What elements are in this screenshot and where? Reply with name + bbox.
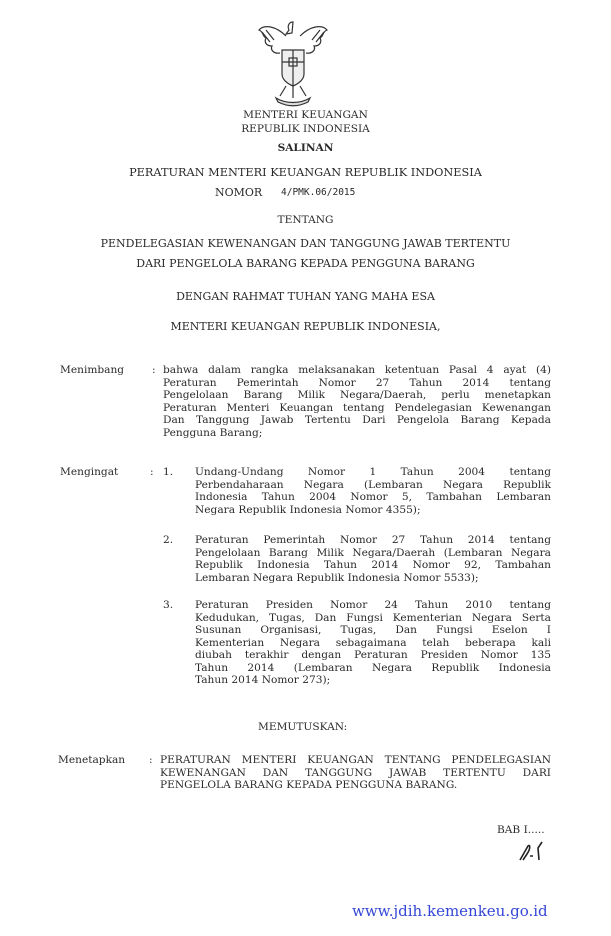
subject-line-2: DARI PENGELOLA BARANG KEPADA PENGGUNA BARANG xyxy=(136,257,475,270)
text-line: Dan Tanggung Jawab Tertentu Dari Pengelola Barang Kepada xyxy=(163,414,551,426)
next-page-label: BAB I..... xyxy=(497,824,545,836)
text-line: Tahun 2014 Nomor 273); xyxy=(195,674,331,686)
text-line: KEWENANGAN DAN TANGGUNG JAWAB TERTENTU DARI xyxy=(160,766,551,779)
invocation: DENGAN RAHMAT TUHAN YANG MAHA ESA xyxy=(176,290,435,303)
text-line: Kementerian Negara sebagaimana telah beberapa kali xyxy=(195,636,551,649)
text-line: Peraturan Presiden Nomor 24 Tahun 2010 tentang xyxy=(195,599,551,611)
menetapkan-text xyxy=(160,754,551,792)
number-label: NOMOR xyxy=(215,186,263,199)
mengingat-item-2 xyxy=(195,534,551,584)
text-line: Pengelolaan Barang Milik Negara/Daerah, perlu menetapkan xyxy=(163,389,551,401)
text-line: diubah terakhir dengan Peraturan Presiden Nomor 135 xyxy=(195,649,551,661)
ministry-line-1: MENTERI KEUANGAN xyxy=(243,109,368,121)
regulation-title: PERATURAN MENTERI KEUANGAN REPUBLIK INDONESIA xyxy=(129,166,482,179)
text-line: Susunan Organisasi, Tugas, Dan Fungsi Eselon I xyxy=(195,624,551,636)
text-line: Republik Indonesia Tahun 2014 Nomor 92, Tambahan xyxy=(195,559,551,571)
item-number-1: 1. xyxy=(163,466,174,478)
mengingat-label: Mengingat xyxy=(60,466,119,478)
garuda-emblem-icon xyxy=(256,16,330,108)
text-line: Kedudukan, Tugas, Dan Fungsi Kementerian Negara Serta xyxy=(195,611,551,624)
menetapkan-colon: : xyxy=(149,754,153,766)
text-line: PERATURAN MENTERI KEUANGAN TENTANG PENDELEGASIAN xyxy=(160,754,551,766)
text-line: Negara Republik Indonesia Nomor 4355); xyxy=(195,503,421,516)
text-line: Peraturan Pemerintah Nomor 27 Tahun 2014 tentang xyxy=(195,534,551,546)
text-line: Peraturan Pemerintah Nomor 27 Tahun 2014 tentang xyxy=(163,376,551,389)
copy-label: SALINAN xyxy=(277,142,334,154)
website-link[interactable]: www.jdih.kemenkeu.go.id xyxy=(352,902,548,920)
text-line: Perbendaharaan Negara (Lembaran Negara Republik xyxy=(195,478,551,491)
menimbang-text xyxy=(163,364,551,439)
mengingat-item-1 xyxy=(195,466,551,516)
about-label: TENTANG xyxy=(277,214,334,226)
mengingat-colon: : xyxy=(150,466,154,478)
text-line: Lembaran Negara Republik Indonesia Nomor 5533); xyxy=(195,571,479,584)
mengingat-item-3 xyxy=(195,599,551,687)
text-line: Undang-Undang Nomor 1 Tahun 2004 tentang xyxy=(195,466,551,478)
menimbang-colon: : xyxy=(152,364,156,376)
paraf-signature-icon xyxy=(518,840,548,864)
ministry-line-2: REPUBLIK INDONESIA xyxy=(241,123,370,135)
text-line: Peraturan Menteri Keuangan tentang Pendelegasian Kewenangan xyxy=(163,401,551,414)
text-line: PENGELOLA BARANG KEPADA PENGGUNA BARANG. xyxy=(160,779,458,791)
text-line: Tahun 2014 (Lembaran Negara Republik Indonesia xyxy=(195,661,551,674)
issuer: MENTERI KEUANGAN REPUBLIK INDONESIA, xyxy=(170,320,441,333)
text-line: Pengguna Barang; xyxy=(163,426,263,439)
text-line: bahwa dalam rangka melaksanakan ketentuan Pasal 4 ayat (4) xyxy=(163,364,551,376)
memutuskan-label: MEMUTUSKAN: xyxy=(258,721,348,733)
subject-line-1: PENDELEGASIAN KEWENANGAN DAN TANGGUNG JAWAB TERTENTU xyxy=(100,237,511,250)
item-number-2: 2. xyxy=(163,534,174,546)
number-value: 4/PMK.06/2015 xyxy=(281,187,356,198)
item-number-3: 3. xyxy=(163,599,174,611)
menetapkan-label: Menetapkan xyxy=(58,754,126,766)
menimbang-label: Menimbang xyxy=(60,364,125,376)
text-line: Pengelolaan Barang Milik Negara/Daerah (Lembaran Negara xyxy=(195,546,551,559)
text-line: Indonesia Tahun 2004 Nomor 5, Tambahan Lembaran xyxy=(195,491,551,503)
